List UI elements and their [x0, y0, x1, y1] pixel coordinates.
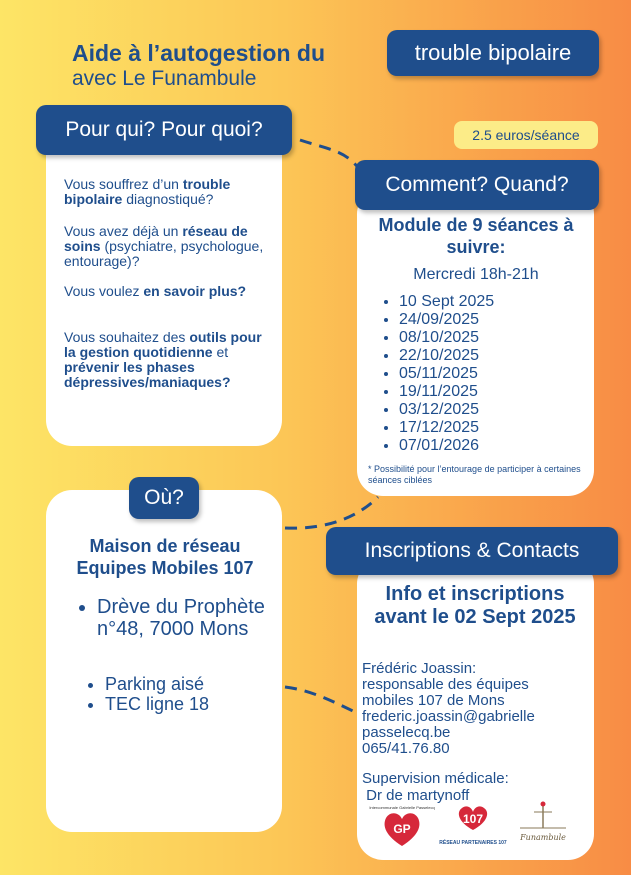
page-title: Aide à l’autogestion du	[72, 40, 326, 66]
access-list	[85, 674, 285, 714]
section-label-ou: Où?	[129, 477, 199, 519]
address-list	[75, 596, 287, 640]
title-highlight-pill: trouble bipolaire	[387, 30, 599, 76]
date-item: • 24/09/2025	[399, 311, 599, 329]
svg-text:107: 107	[462, 812, 484, 826]
svg-text:Intercommunale Gabrielle Passe: Intercommunale Gabrielle Passelecq	[369, 805, 435, 810]
section-label-inscriptions: Inscriptions & Contacts	[326, 527, 618, 575]
footnote: * Possibilité pour l’entourage de participer à certaines séances ciblées	[368, 464, 581, 485]
svg-text:Funambule: Funambule	[520, 833, 566, 842]
dates-list	[377, 293, 599, 455]
svg-text:GP: GP	[393, 822, 411, 836]
gabrielle-passelecq-logo	[369, 802, 435, 852]
contact-line: mobiles 107 de Mons	[362, 692, 505, 709]
supervision-name: Dr de martynoff	[362, 787, 470, 804]
question-2: Vous avez déjà un réseau de soins (psychiatre, psychologue, entourage)?	[64, 223, 264, 269]
date-item: • 19/11/2025	[399, 383, 599, 401]
date-item: • 22/10/2025	[399, 347, 599, 365]
registration-deadline: Info et inscriptions avant le 02 Sept 2025	[374, 583, 576, 628]
contact-email[interactable]: frederic.joassin@gabrielle	[362, 708, 535, 725]
location-name: Maison de réseau Equipes Mobiles 107	[76, 536, 254, 578]
module-title: Module de 9 séances à suivre:	[378, 215, 574, 257]
access-item: • TEC ligne 18	[105, 694, 285, 714]
date-item: • 07/01/2026	[399, 437, 599, 455]
section-label-comment: Comment? Quand?	[355, 160, 599, 210]
question-4: Vous souhaitez des outils pour la gestion quotidienne et prévenir les phases dépressives/maniaques?	[64, 329, 262, 390]
date-item: • 03/12/2025	[399, 401, 599, 419]
date-item: • 10 Sept 2025	[399, 293, 599, 311]
question-3: Vous voulez en savoir plus?	[64, 283, 247, 299]
access-item: • Parking aisé	[105, 674, 285, 694]
reseau-107-logo	[439, 800, 507, 855]
date-item: • 17/12/2025	[399, 419, 599, 437]
contact-email-domain[interactable]: passelecq.be	[362, 724, 451, 741]
address-item: • Drève du Prophète n°48, 7000 Mons	[97, 596, 287, 640]
date-item: • 05/11/2025	[399, 365, 599, 383]
supervision-label: Supervision médicale:	[362, 770, 509, 787]
contact-line: responsable des équipes	[362, 676, 529, 693]
section-label-pour-qui: Pour qui? Pour quoi?	[36, 105, 292, 155]
date-item: • 08/10/2025	[399, 329, 599, 347]
price-badge: 2.5 euros/séance	[454, 121, 598, 149]
schedule-text: Mercredi 18h-21h	[413, 266, 539, 283]
contact-phone[interactable]: 065/41.76.80	[362, 740, 450, 757]
contact-line: Frédéric Joassin:	[362, 660, 477, 677]
contact-block	[362, 661, 592, 757]
svg-text:RÉSEAU PARTENAIRES 107: RÉSEAU PARTENAIRES 107	[439, 840, 507, 846]
question-1: Vous souffrez d’un trouble bipolaire diagnostiqué?	[64, 176, 231, 207]
page-subtitle: avec Le Funambule	[72, 67, 257, 90]
funambule-logo	[512, 798, 574, 848]
